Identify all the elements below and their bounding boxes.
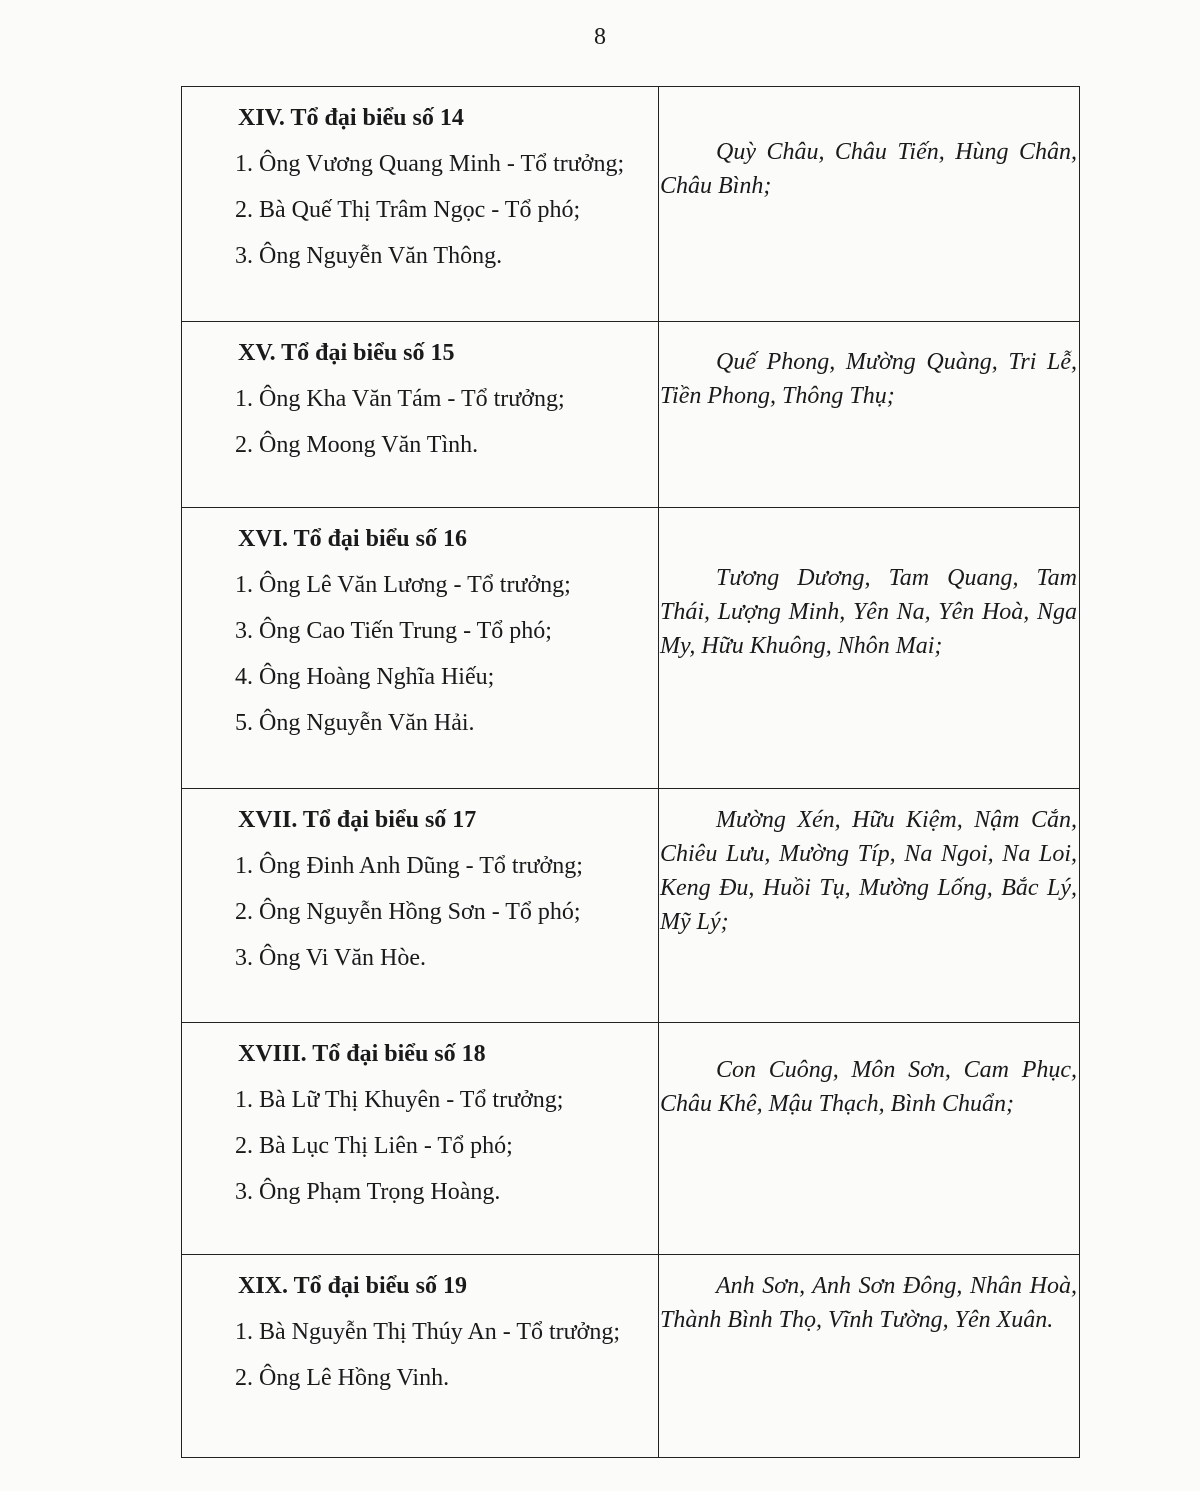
group-areas-cell xyxy=(659,789,1080,1023)
member-item: 4. Ông Hoàng Nghĩa Hiếu; xyxy=(235,664,495,690)
table-row xyxy=(182,508,1080,789)
group-title: XVIII. Tổ đại biểu số 18 xyxy=(238,1041,486,1067)
group-title: XV. Tổ đại biểu số 15 xyxy=(238,340,455,366)
member-item: 1. Ông Lê Văn Lương - Tổ trưởng; xyxy=(235,572,571,598)
member-item: 2. Ông Moong Văn Tình. xyxy=(235,432,479,458)
group-areas: Anh Sơn, Anh Sơn Đông, Nhân Hoà, Thành Bình Thọ, Vĩnh Tường, Yên Xuân. xyxy=(660,1273,1077,1333)
member-item: 3. Ông Cao Tiến Trung - Tổ phó; xyxy=(235,618,552,644)
table-row xyxy=(182,789,1080,1023)
group-areas-cell xyxy=(659,322,1080,508)
group-areas: Mường Xén, Hữu Kiệm, Nậm Cắn, Chiêu Lưu, Mường Típ, Na Ngoi, Na Loi, Keng Đu, Huồi Tụ, Mường Lống, Bắc Lý, Mỹ Lý; xyxy=(660,807,1077,935)
table-row xyxy=(182,87,1080,322)
member-item: 2. Ông Lê Hồng Vinh. xyxy=(235,1365,450,1391)
member-item: 1. Bà Nguyễn Thị Thúy An - Tổ trưởng; xyxy=(235,1319,621,1345)
group-areas-cell xyxy=(659,508,1080,789)
group-areas-cell xyxy=(659,1023,1080,1255)
group-areas-cell xyxy=(659,87,1080,322)
member-item: 5. Ông Nguyễn Văn Hải. xyxy=(235,710,475,736)
delegate-groups-table xyxy=(181,86,1080,1458)
group-members-cell xyxy=(182,508,659,789)
member-item: 3. Ông Phạm Trọng Hoàng. xyxy=(235,1179,501,1205)
group-areas: Con Cuông, Môn Sơn, Cam Phục, Châu Khê, Mậu Thạch, Bình Chuẩn; xyxy=(660,1057,1077,1117)
group-areas: Quỳ Châu, Châu Tiến, Hùng Chân, Châu Bình; xyxy=(660,139,1077,199)
member-item: 1. Ông Đinh Anh Dũng - Tổ trưởng; xyxy=(235,853,583,879)
group-areas-cell xyxy=(659,1255,1080,1458)
page-number: 8 xyxy=(594,24,606,50)
group-members-cell xyxy=(182,789,659,1023)
group-title: XVII. Tổ đại biểu số 17 xyxy=(238,807,477,833)
group-title: XIX. Tổ đại biểu số 19 xyxy=(238,1273,467,1299)
member-item: 2. Bà Lục Thị Liên - Tổ phó; xyxy=(235,1133,513,1159)
member-item: 2. Bà Quế Thị Trâm Ngọc - Tổ phó; xyxy=(235,197,581,223)
group-areas: Quế Phong, Mường Quàng, Tri Lễ, Tiền Phong, Thông Thụ; xyxy=(660,349,1077,409)
group-members-cell xyxy=(182,1023,659,1255)
group-areas: Tương Dương, Tam Quang, Tam Thái, Lượng Minh, Yên Na, Yên Hoà, Nga My, Hữu Khuông, Nhôn Mai; xyxy=(660,565,1077,659)
group-members-cell xyxy=(182,87,659,322)
member-item: 1. Ông Kha Văn Tám - Tổ trưởng; xyxy=(235,386,565,412)
table-row xyxy=(182,1023,1080,1255)
member-item: 3. Ông Nguyễn Văn Thông. xyxy=(235,243,503,269)
group-members-cell xyxy=(182,1255,659,1458)
member-item: 1. Bà Lữ Thị Khuyên - Tổ trưởng; xyxy=(235,1087,564,1113)
group-members-cell xyxy=(182,322,659,508)
member-item: 2. Ông Nguyễn Hồng Sơn - Tổ phó; xyxy=(235,899,581,925)
table-row xyxy=(182,1255,1080,1458)
group-title: XVI. Tổ đại biểu số 16 xyxy=(238,526,467,552)
member-item: 1. Ông Vương Quang Minh - Tổ trưởng; xyxy=(235,151,625,177)
member-item: 3. Ông Vi Văn Hòe. xyxy=(235,945,426,971)
table-row xyxy=(182,322,1080,508)
group-title: XIV. Tổ đại biểu số 14 xyxy=(238,105,464,131)
